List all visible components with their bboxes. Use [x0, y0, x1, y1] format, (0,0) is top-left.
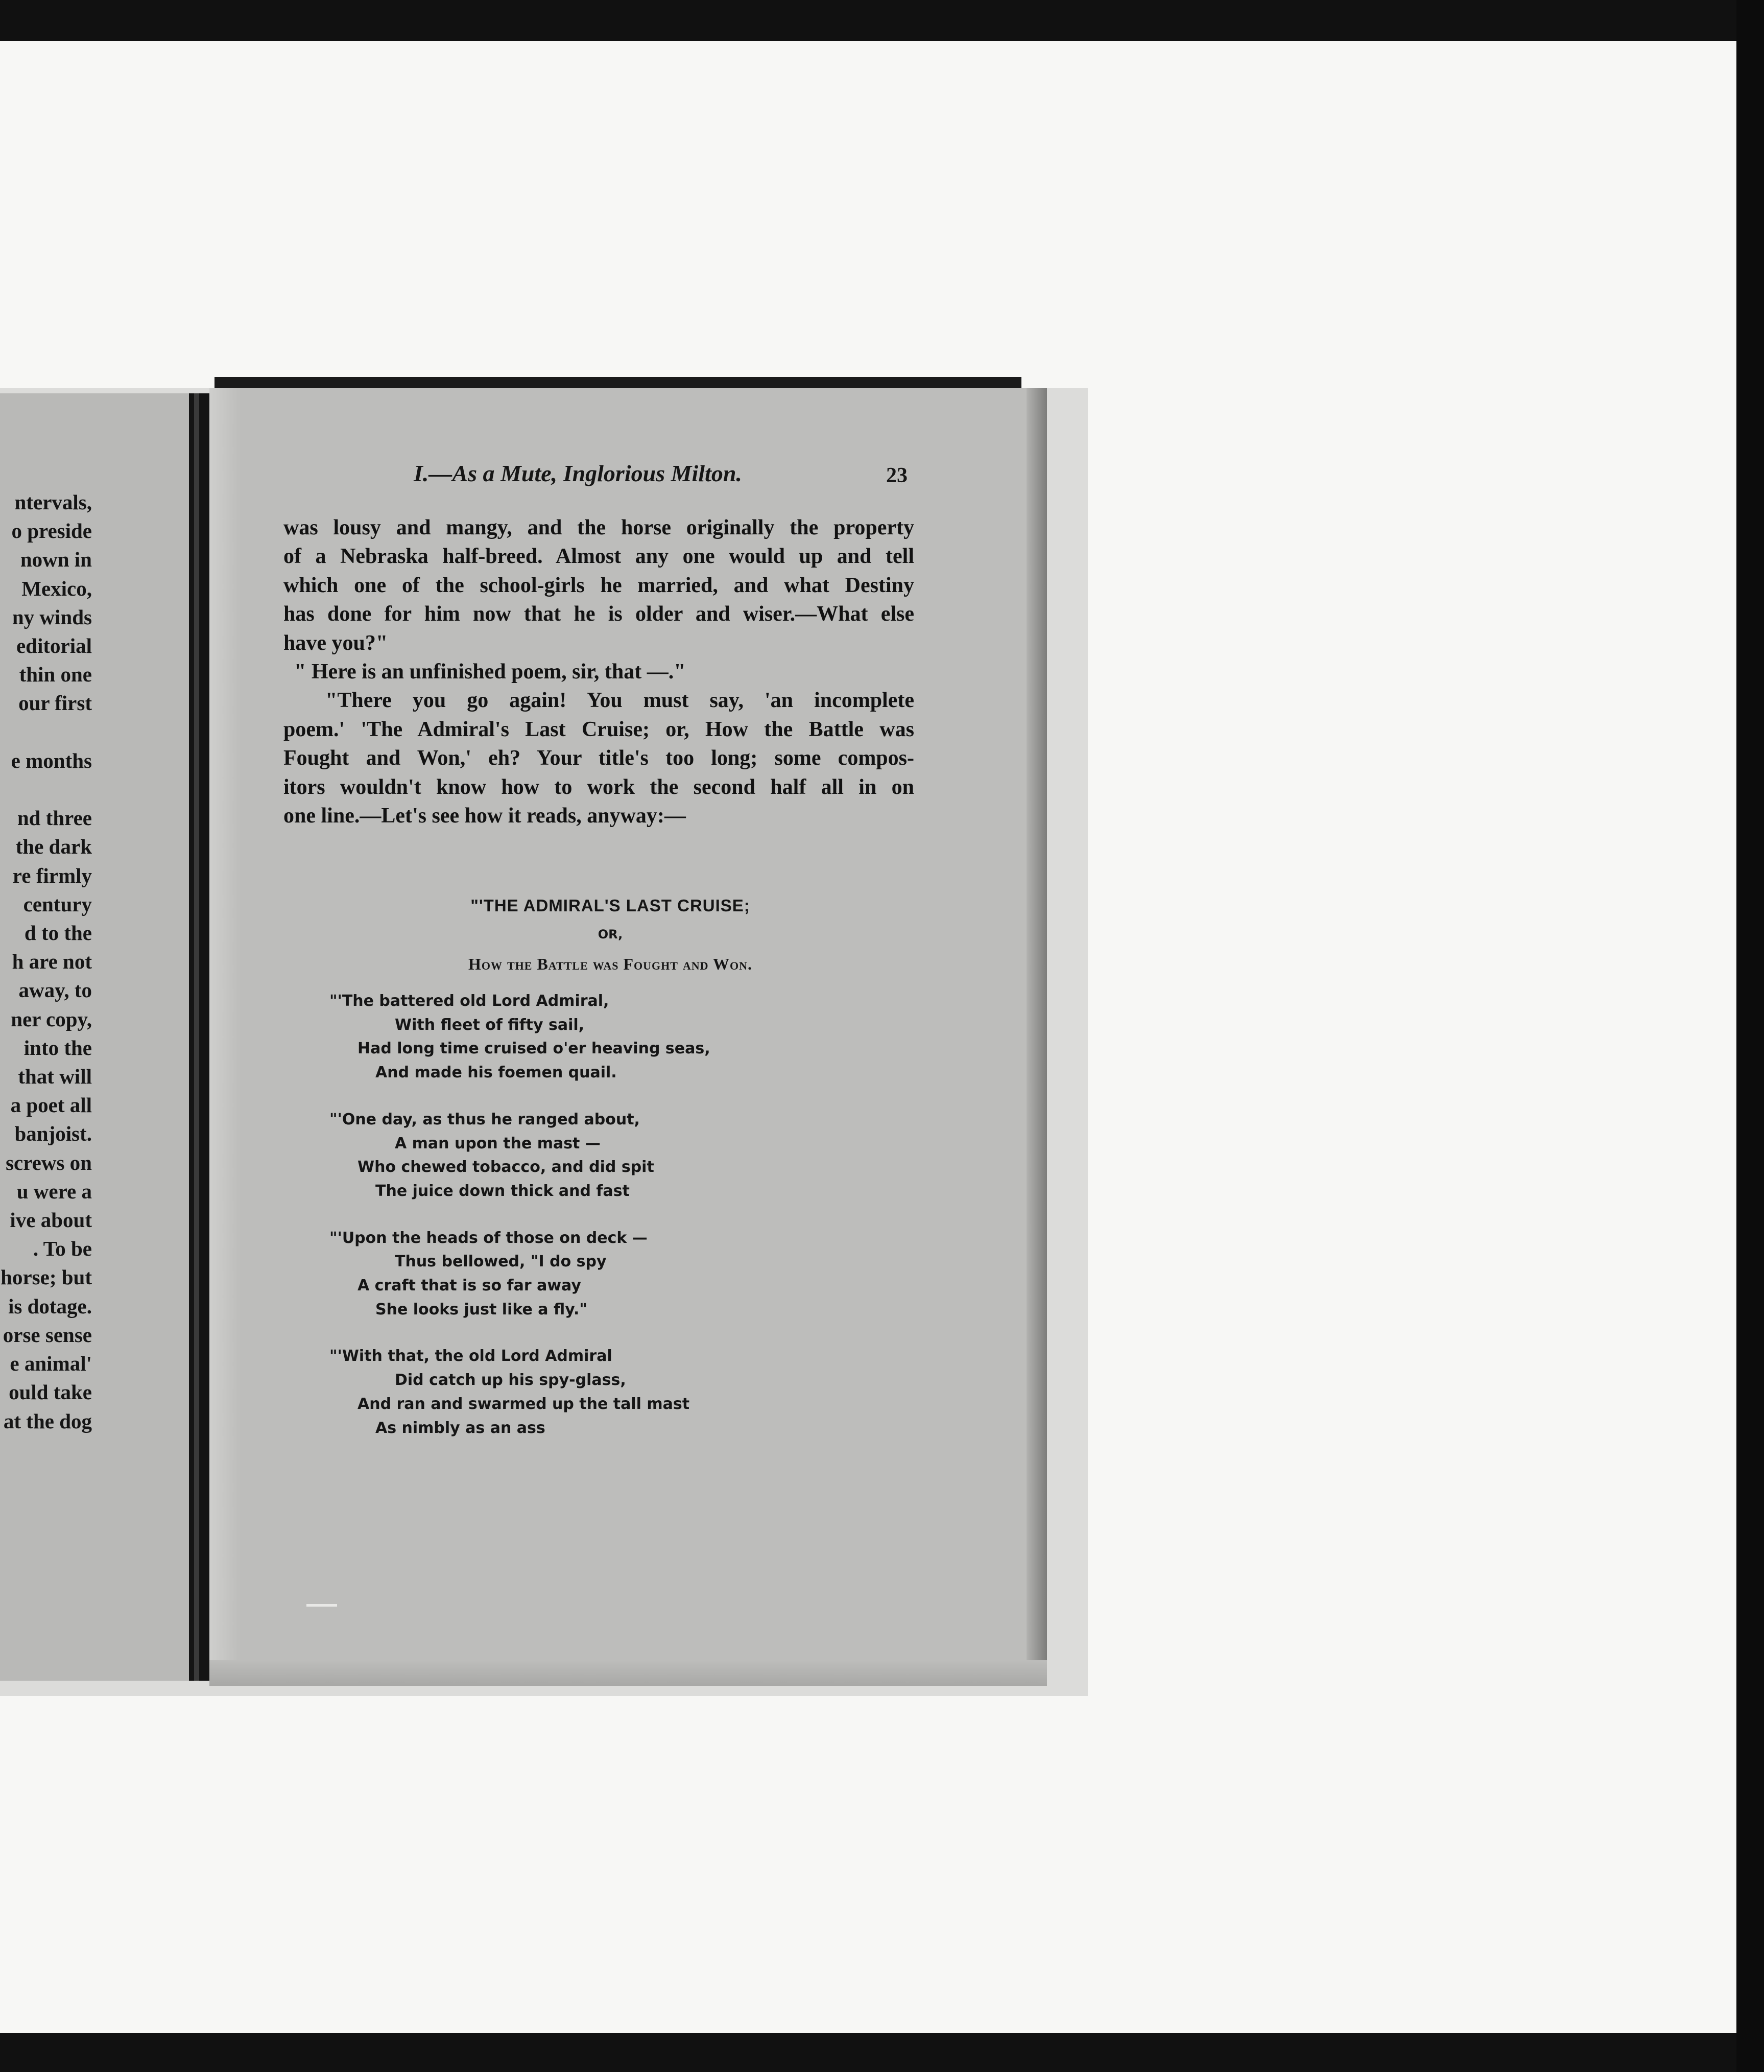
poem-verse: She looks just like a fly."	[375, 1300, 588, 1318]
prose-line: have you?"	[283, 631, 388, 655]
poem-title: "'THE ADMIRAL'S LAST CRUISE;	[470, 896, 750, 915]
left-page-line: is dotage.	[8, 1294, 92, 1318]
running-head: I.—As a Mute, Inglorious Milton.	[414, 460, 742, 486]
left-page-line: ntervals,	[14, 490, 92, 514]
prose-line: "There you go again! You must say, 'an incomplete	[283, 689, 914, 713]
poem-or: OR,	[598, 927, 623, 941]
prose-line: itors wouldn't know how to work the second half all in on	[283, 775, 914, 799]
page-bottom-shade	[209, 1660, 1047, 1686]
prose-line: which one of the school-girls he married, and what Destiny	[283, 573, 914, 597]
left-page-line: banjoist.	[14, 1122, 92, 1146]
left-page-line: orse sense	[3, 1323, 92, 1347]
poem-verse: And made his foemen quail.	[375, 1064, 617, 1082]
poem-block	[329, 891, 891, 1463]
left-page-line: nown in	[20, 548, 92, 572]
left-page-line: ould take	[9, 1380, 92, 1404]
left-page-line: re firmly	[12, 863, 92, 887]
left-page-line: our first	[18, 691, 92, 715]
gutter-highlight	[194, 393, 199, 1681]
left-page-line: nd three	[17, 806, 92, 830]
left-page-line: . To be	[33, 1237, 92, 1261]
prose-line: Fought and Won,' eh? Your title's too long; some compos-	[283, 746, 914, 770]
left-page-line: e months	[11, 748, 92, 772]
poem-verse: The juice down thick and fast	[375, 1182, 630, 1200]
paper-speck	[306, 1604, 337, 1607]
prose-line: " Here is an unfinished poem, sir, that —."	[283, 660, 686, 684]
poem-stanza	[329, 1345, 891, 1440]
prose-line: one line.—Let's see how it reads, anyway:—	[283, 804, 686, 828]
poem-verse: A man upon the mast —	[395, 1134, 601, 1152]
left-page-line: a poet all	[10, 1093, 92, 1117]
left-page-line: horse; but	[1, 1265, 92, 1289]
left-page-line: at the dog	[3, 1409, 92, 1433]
left-page-line: editorial	[16, 634, 92, 658]
poem-verse: Had long time cruised o'er heaving seas,	[357, 1040, 710, 1058]
left-page-line: that will	[18, 1065, 92, 1089]
right-page	[209, 388, 1047, 1686]
left-facing-page	[0, 393, 189, 1681]
poem-verse: "'One day, as thus he ranged about,	[329, 1110, 640, 1128]
poem-verse: Did catch up his spy-glass,	[395, 1371, 626, 1390]
poem-verse: "'Upon the heads of those on deck —	[329, 1229, 648, 1247]
prose-block	[283, 513, 914, 830]
left-page-line: d to the	[24, 921, 92, 945]
scan-border	[1736, 0, 1764, 2072]
page-curl	[209, 388, 240, 1686]
left-page-line: into the	[23, 1035, 92, 1059]
page-edge-shade	[1027, 388, 1047, 1686]
poem-verse: Thus bellowed, "I do spy	[395, 1253, 607, 1271]
poem-stanza	[329, 1227, 891, 1322]
left-page-line: Mexico,	[21, 576, 92, 600]
poem-verse: And ran and swarmed up the tall mast	[357, 1395, 690, 1413]
poem-stanza	[329, 1108, 891, 1204]
left-page-line: ny winds	[12, 605, 92, 629]
left-page-line	[0, 775, 92, 804]
left-page-line: thin one	[19, 663, 92, 687]
left-page-line: century	[23, 892, 92, 916]
poem-verse: "'The battered old Lord Admiral,	[329, 992, 609, 1010]
poem-verse: A craft that is so far away	[357, 1277, 581, 1295]
prose-line: of a Nebraska half-breed. Almost any one would up and tell	[283, 545, 914, 569]
left-page-line: the dark	[15, 835, 92, 859]
prose-line: poem.' 'The Admiral's Last Cruise; or, How the Battle was	[283, 717, 914, 741]
book-top-edge	[214, 377, 1021, 388]
poem-subtitle: How the Battle was Fought and Won.	[468, 955, 752, 973]
poem-verse: With fleet of fifty sail,	[395, 1016, 585, 1034]
left-page-line: ive about	[10, 1208, 92, 1232]
poem-stanzas	[329, 990, 891, 1440]
poem-verse: As nimbly as an ass	[375, 1419, 545, 1437]
left-page-line: screws on	[6, 1150, 92, 1174]
left-page-line	[0, 718, 92, 746]
left-page-line: u were a	[16, 1179, 92, 1203]
prose-line: was lousy and mangy, and the horse originally the property	[283, 516, 914, 539]
page-number: 23	[886, 464, 908, 487]
left-page-line: h are not	[12, 950, 92, 974]
left-page-line: o preside	[11, 519, 92, 543]
poem-verse: Who chewed tobacco, and did spit	[357, 1158, 654, 1176]
prose-line: has done for him now that he is older and wiser.—What else	[283, 602, 914, 626]
left-page-line: e animal'	[10, 1352, 92, 1376]
left-page-line: away, to	[18, 978, 92, 1002]
left-page-text	[0, 488, 92, 1435]
poem-stanza	[329, 990, 891, 1085]
poem-verse: "'With that, the old Lord Admiral	[329, 1347, 612, 1365]
left-page-line: ner copy,	[11, 1007, 92, 1031]
